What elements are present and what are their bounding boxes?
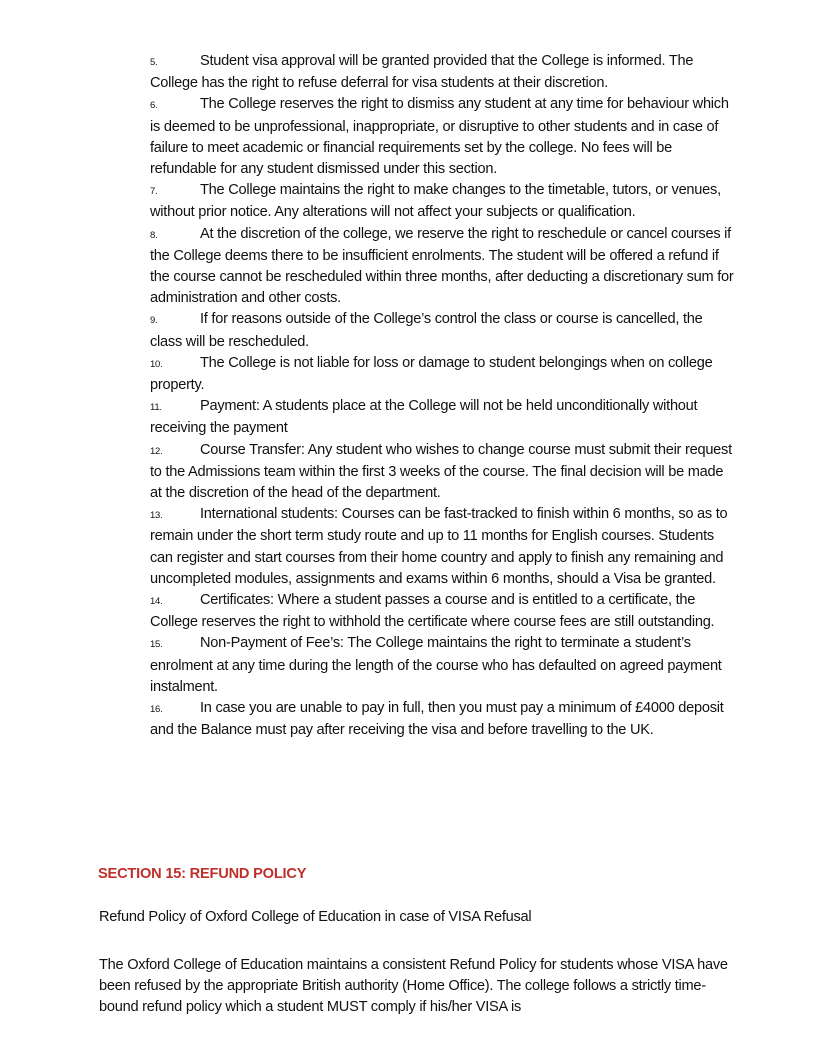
item-number: 7. bbox=[150, 186, 158, 198]
item-text: Student visa approval will be granted provided that the College is informed. The College has the right to refuse deferral for visa students at their discretion. bbox=[150, 53, 694, 92]
item-text: In case you are unable to pay in full, then you must pay a minimum of £4000 deposit and the Balance must pay after receiving the visa and before travelling to the UK. bbox=[150, 700, 724, 739]
list-item bbox=[150, 51, 735, 94]
list-item bbox=[150, 94, 735, 180]
list-item bbox=[150, 633, 735, 698]
list-item bbox=[150, 309, 735, 352]
list-item bbox=[150, 353, 735, 396]
list-item bbox=[150, 590, 735, 633]
item-text: The College maintains the right to make changes to the timetable, tutors, or venues, without prior notice. Any alterations will not affect your subjects or qualification. bbox=[150, 182, 721, 221]
item-text: The College is not liable for loss or damage to student belongings when on college property. bbox=[150, 354, 713, 394]
item-number: 14. bbox=[150, 596, 163, 608]
item-number: 11. bbox=[150, 402, 162, 414]
item-number: 15. bbox=[150, 639, 163, 651]
item-text: Payment: A students place at the College will not be held unconditionally without receiving the payment bbox=[150, 398, 698, 437]
item-text: Certificates: Where a student passes a course and is entitled to a certificate, the College reserves the right to withhold the certificate where course fees are still outstanding. bbox=[150, 592, 715, 631]
item-number: 5. bbox=[150, 57, 158, 68]
item-text: Non-Payment of Fee’s: The College maintains the right to terminate a student’s enrolment at any time during the length of the course who has defaulted on agreed payment instalment. bbox=[150, 635, 722, 695]
item-text: If for reasons outside of the College’s control the class or course is cancelled, the class will be rescheduled. bbox=[150, 311, 703, 350]
list-item bbox=[150, 504, 735, 590]
item-number: 13. bbox=[150, 510, 163, 522]
item-text: At the discretion of the college, we reserve the right to reschedule or cancel courses if the College deems there to be insufficient enrolments. The student will be offered a refund if the course cannot be rescheduled within three months, after deducting a discretionary sum for administration and other costs. bbox=[150, 225, 734, 307]
item-number: 10. bbox=[150, 358, 163, 370]
item-text: The College reserves the right to dismiss any student at any time for behaviour which is deemed to be unprofessional, inappropriate, or disruptive to other students and in case of failure to meet academic or financial requirements set by the college. No fees will be refundable for any student dismissed under this section. bbox=[150, 96, 729, 178]
item-number: 9. bbox=[150, 315, 158, 327]
item-text: International students: Courses can be fast-tracked to finish within 6 months, so as to remain under the short term study route and up to 11 months for English courses. Students can register and start courses from their home country and apply to finish any remaining and uncompleted modules, assignments and exams within 6 months, should a Visa be granted. bbox=[150, 506, 728, 587]
list-item bbox=[150, 698, 735, 741]
list-item bbox=[150, 224, 735, 310]
item-number: 16. bbox=[150, 704, 163, 716]
section-body: The Oxford College of Education maintains a consistent Refund Policy for students whose VISA have been refused by the appropriate British authority (Home Office). The college follows a strictly time-bound refund policy which a student MUST comply if his/her VISA is bbox=[99, 957, 728, 1016]
list-item bbox=[150, 180, 735, 223]
item-number: 12. bbox=[150, 445, 163, 457]
item-number: 6. bbox=[150, 100, 158, 112]
list-item bbox=[150, 440, 735, 505]
item-number: 8. bbox=[150, 229, 158, 241]
item-text: Course Transfer: Any student who wishes to change course must submit their request to the Admissions team within the first 3 weeks of the course. The final decision will be made at the discretion of the head of the department. bbox=[150, 441, 732, 502]
section-heading: SECTION 15: REFUND POLICY bbox=[98, 866, 307, 882]
section-subtitle: Refund Policy of Oxford College of Education in case of VISA Refusal bbox=[99, 909, 532, 925]
terms-list bbox=[150, 51, 735, 742]
list-item bbox=[150, 396, 735, 439]
